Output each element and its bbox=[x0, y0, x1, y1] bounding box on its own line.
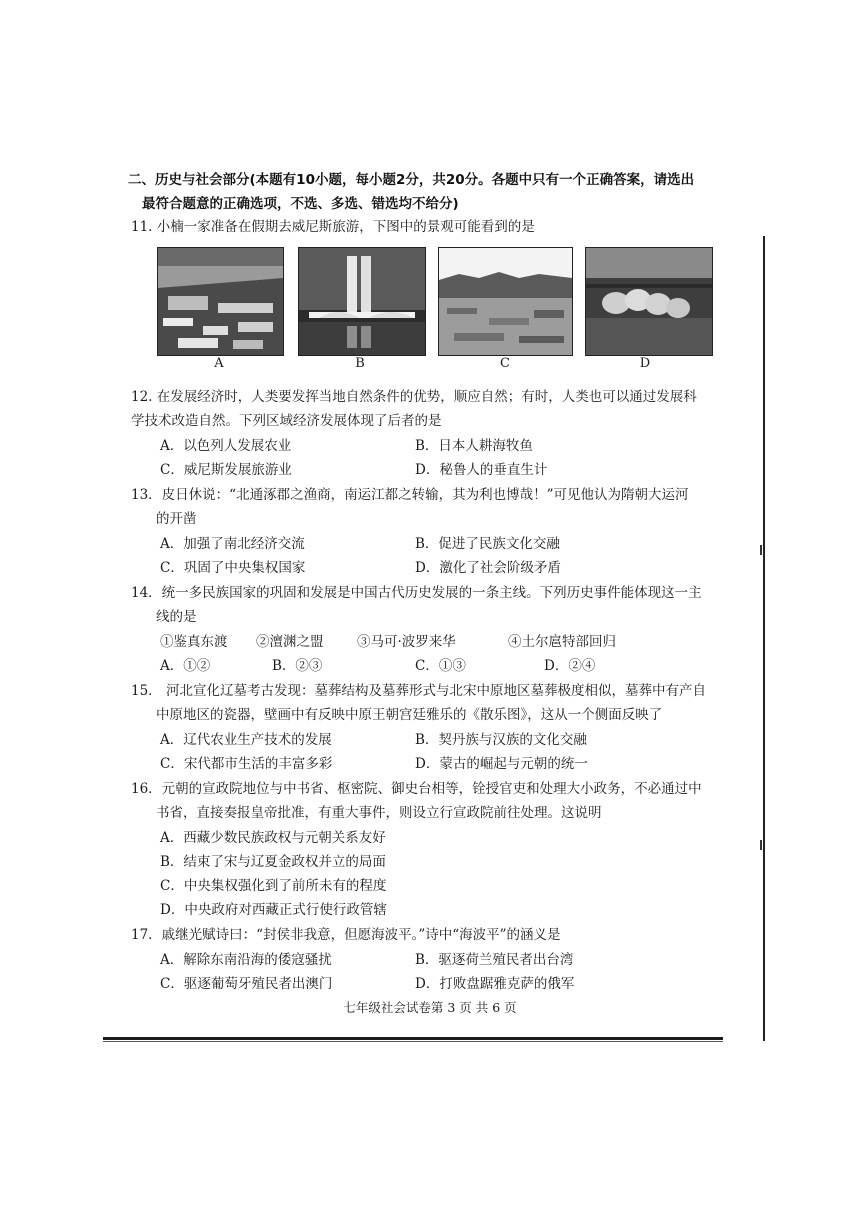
section-heading-line2: 最符合题意的正确选项，不选、多选、错选均不给分) bbox=[142, 196, 459, 212]
q14-item-4: ④土尔扈特部回归 bbox=[508, 634, 616, 650]
bottom-rule bbox=[103, 1037, 723, 1040]
bottom-rule-thin bbox=[103, 1041, 723, 1042]
section-heading-line1: 二、历史与社会部分(本题有10小题，每小题2分，共20分。各题中只有一个正确答案，请选出 bbox=[128, 172, 695, 188]
q16-stem-line1: 16．元朝的宣政院地位与中书省、枢密院、御史台相等，铨授官吏和处理大小政务，不必通过中 bbox=[131, 781, 702, 797]
scan-mark bbox=[760, 840, 762, 850]
q13-option-b: B．促进了民族文化交融 bbox=[415, 536, 560, 552]
q15-option-c: C．宋代都市生活的丰富多彩 bbox=[160, 756, 333, 772]
q15-stem-line1: 15． 河北宣化辽墓考古发现：墓葬结构及墓葬形式与北宋中原地区墓葬极度相似，墓葬中有产自 bbox=[131, 683, 706, 699]
q11-label-a: A bbox=[214, 356, 224, 371]
q17-option-b: B．驱逐荷兰殖民者出台湾 bbox=[415, 952, 574, 968]
q11-image-d bbox=[585, 247, 713, 356]
q12-stem-line2: 学技术改造自然。下列区域经济发展体现了后者的是 bbox=[131, 413, 442, 429]
q14-item-2: ②澶渊之盟 bbox=[256, 634, 324, 650]
q15-option-d: D．蒙古的崛起与元朝的统一 bbox=[415, 756, 588, 772]
q13-option-a: A．加强了南北经济交流 bbox=[160, 536, 305, 552]
q11-label-c: C bbox=[500, 356, 510, 371]
q17-option-a: A．解除东南沿海的倭寇骚扰 bbox=[160, 952, 332, 968]
q14-option-c: C．①③ bbox=[415, 658, 466, 674]
q14-item-1: ①鉴真东渡 bbox=[160, 634, 228, 650]
q11-label-d: D bbox=[639, 356, 651, 371]
q14-stem-line2: 线的是 bbox=[156, 609, 197, 625]
q14-stem-line1: 14．统一多民族国家的巩固和发展是中国古代历史发展的一条主线。下列历史事件能体现这一主 bbox=[131, 585, 702, 601]
q12-option-a: A．以色列人发展农业 bbox=[160, 438, 292, 454]
q16-option-d: D．中央政府对西藏正式行使行政管辖 bbox=[160, 902, 387, 918]
q15-option-b: B．契丹族与汉族的文化交融 bbox=[415, 732, 587, 748]
q12-stem-line1: 12. 在发展经济时，人类要发挥当地自然条件的优势，顺应自然；有时，人类也可以通过发展科 bbox=[131, 389, 697, 405]
page-footer: 七年级社会试卷第 3 页 共 6 页 bbox=[343, 1000, 517, 1015]
q12-option-d: D．秘鲁人的垂直生计 bbox=[415, 462, 548, 478]
q11-image-c bbox=[438, 247, 573, 356]
q16-stem-line2: 书省，直接奏报皇帝批准，有重大事件，则设立行宣政院前往处理。这说明 bbox=[156, 805, 602, 821]
q16-option-c: C．中央集权强化到了前所未有的程度 bbox=[160, 878, 387, 894]
q15-stem-line2: 中原地区的瓷器，壁画中有反映中原王朝宫廷雅乐的《散乐图》，这从一个侧面反映了 bbox=[156, 707, 663, 723]
q16-option-b: B．结束了宋与辽夏金政权并立的局面 bbox=[160, 854, 386, 870]
q13-stem-line1: 13．皮日休说：“北通涿郡之渔商，南运江都之转输，其为利也博哉！”可见他认为隋朝大运河 bbox=[131, 487, 689, 503]
q17-option-c: C．驱逐葡萄牙殖民者出澳门 bbox=[160, 976, 333, 992]
section-heading bbox=[128, 168, 728, 216]
q11-image-b bbox=[298, 247, 426, 356]
q14-option-b: B．②③ bbox=[272, 658, 323, 674]
q13-stem-line2: 的开凿 bbox=[156, 511, 197, 527]
q11-stem: 11. 小楠一家准备在假期去威尼斯旅游，下图中的景观可能看到的是 bbox=[131, 219, 535, 235]
q17-stem: 17．戚继光赋诗曰：“封侯非我意，但愿海波平。”诗中“海波平”的涵义是 bbox=[131, 927, 561, 943]
q14-option-d: D．②④ bbox=[544, 658, 596, 674]
q15-option-a: A．辽代农业生产技术的发展 bbox=[160, 732, 332, 748]
q14-item-3: ③马可·波罗来华 bbox=[357, 634, 456, 650]
q13-option-d: D．激化了社会阶级矛盾 bbox=[415, 560, 561, 576]
q16-option-a: A．西藏少数民族政权与元朝关系友好 bbox=[160, 830, 386, 846]
q13-option-c: C．巩固了中央集权国家 bbox=[160, 560, 306, 576]
q11-image-a bbox=[157, 247, 284, 356]
q17-option-d: D．打败盘踞雅克萨的俄军 bbox=[415, 976, 575, 992]
q12-option-c: C．威尼斯发展旅游业 bbox=[160, 462, 292, 478]
q12-option-b: B．日本人耕海牧鱼 bbox=[415, 438, 533, 454]
scan-mark bbox=[760, 545, 762, 555]
q14-option-a: A．①② bbox=[160, 658, 211, 674]
scan-edge-bar bbox=[763, 236, 765, 1041]
q11-label-b: B bbox=[355, 356, 365, 371]
